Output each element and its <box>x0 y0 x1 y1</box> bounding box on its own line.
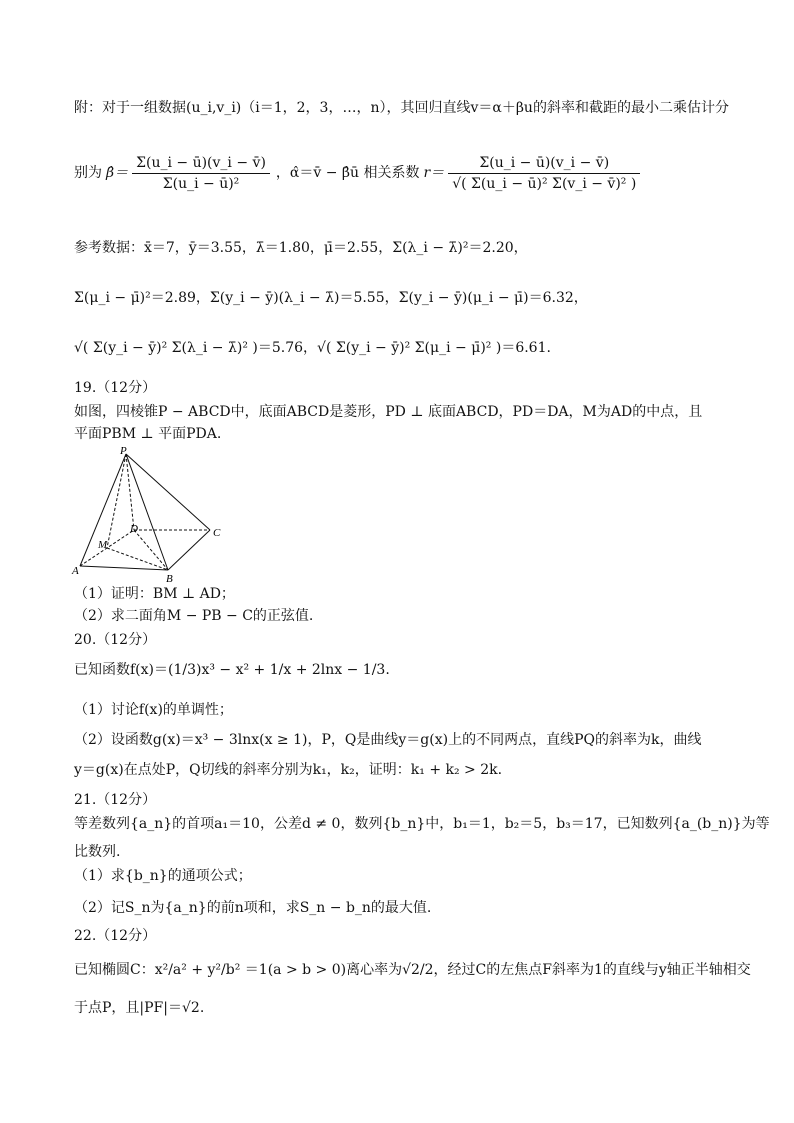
reference-line-2: Σ(μ_i − μ̄)²＝2.89，Σ(y_i − ȳ)(λ_i − λ̄)＝5.55，Σ(y_i − ȳ)(μ_i − μ̄)＝6.32， <box>74 290 588 306</box>
reference-values-1: x̄＝7，ȳ＝3.55，λ̄＝1.80，μ̄＝2.55，Σ(λ_i − λ̄)²＝2.20， <box>144 240 528 256</box>
label-C: C <box>213 527 221 539</box>
label-A: A <box>72 565 79 577</box>
alpha-formula: ，α̂＝v̄ − β̂ū 相关系数 <box>275 165 420 181</box>
q19-stem-line-1: 如图，四棱锥P − ABCD中，底面ABCD是菱形，PD ⊥ 底面ABCD，PD＝DA，M为AD的中点，且 <box>74 404 703 420</box>
q20-part-2-line-2: y＝g(x)在点处P，Q切线的斜率分别为k₁，k₂，证明：k₁ + k₂ > 2k. <box>74 762 503 778</box>
appendix-line-2: 别为 β̂＝ $\frac{\Sigma(u\_i - ū)(v\_i - v̄)}{\text{Σ(u\_i − ū)²}}$ ，α̂＝v̄ − β̂ū 相关系数 r＝ $\frac{\Sigma(u\_i - ū)(v\_i - v̄)}{\text{√( Σ(u\_i − ū)² Σ(v\_i − v̄)² )}}$ <box>74 138 734 208</box>
r-numerator: Σ(u_i − ū)(v_i − v̄) <box>448 153 640 174</box>
q20-stem: 已知函数f(x)＝(1/3)x³ − x² + 1/x + 2lnx − 1/3. <box>74 662 390 678</box>
q19-header: 19.（12分） <box>74 380 157 396</box>
beta-denominator: Σ(u_i − ū)² <box>162 175 240 192</box>
q21-part-1: （1）求{b_n}的通项公式； <box>74 868 252 884</box>
q22-stem-line-2: 于点P，且|PF|＝√2. <box>74 1000 205 1016</box>
q21-part-2: （2）记S_n为{a_n}的前n项和，求S_n − b_n的最大值. <box>74 900 432 916</box>
appendix-line-1: 附：对于一组数据(u_i,v_i)（i＝1，2，3，…，n），其回归直线v＝α＋βu的斜率和截距的最小二乘估计分 <box>74 100 729 116</box>
reference-line-1 <box>74 238 734 258</box>
label-M: M <box>98 539 108 551</box>
pyramid-figure <box>70 446 230 586</box>
r-denominator: √( Σ(u_i − ū)² Σ(v_i − v̄)² ) <box>452 175 637 192</box>
q19-stem-line-2: 平面PBM ⊥ 平面PDA. <box>74 426 222 442</box>
beta-numerator: Σ(u_i − ū)(v_i − v̄) <box>132 153 270 174</box>
q19-part-2: （2）求二面角M − PB − C的正弦值. <box>74 608 314 624</box>
label-B: B <box>166 573 173 585</box>
reference-label: 参考数据： <box>74 240 144 256</box>
label-P: P <box>120 446 127 457</box>
q22-stem-line-1: 已知椭圆C：x²/a² + y²/b² ＝1(a > b > 0)离心率为√2/2，经过C的左焦点F斜率为1的直线与y轴正半轴相交 <box>74 962 751 978</box>
label-D: D <box>130 523 138 535</box>
r-formula <box>448 153 640 194</box>
reference-line-3: √( Σ(y_i − ȳ)² Σ(λ_i − λ̄)² )＝5.76，√( Σ(y_i − ȳ)² Σ(μ_i − μ̄)² )＝6.61. <box>74 340 551 356</box>
q21-stem-line-2: 比数列. <box>74 844 121 860</box>
q20-header: 20.（12分） <box>74 632 157 648</box>
q20-part-2-line-1: （2）设函数g(x)＝x³ − 3lnx(x ≥ 1)，P，Q是曲线y＝g(x)上的不同两点，直线PQ的斜率为k，曲线 <box>74 732 702 748</box>
q21-header: 21.（12分） <box>74 792 157 808</box>
q19-part-1: （1）证明：BM ⊥ AD； <box>74 586 235 602</box>
q21-stem-line-1: 等差数列{a_n}的首项a₁＝10，公差d ≠ 0，数列{b_n}中，b₁＝1，b₂＝5，b₃＝17，已知数列{a_(b_n)}为等 <box>74 816 770 832</box>
q20-part-1: （1）讨论f(x)的单调性； <box>74 702 233 718</box>
q22-header: 22.（12分） <box>74 928 157 944</box>
beta-formula <box>132 153 270 194</box>
appendix-prefix: 别为 <box>74 165 102 181</box>
